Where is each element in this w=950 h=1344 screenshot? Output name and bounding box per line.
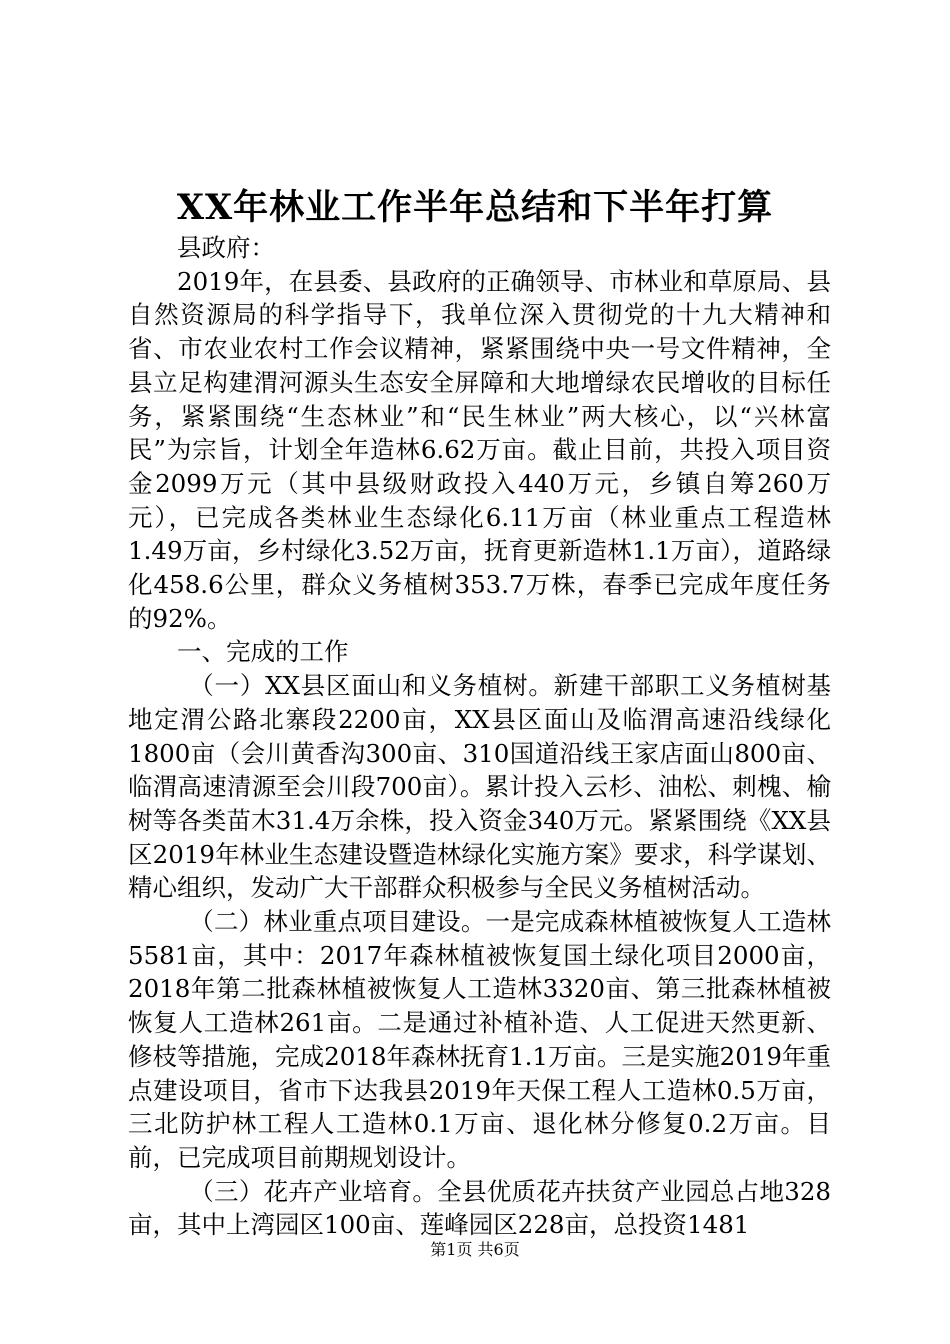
paragraph-section-2: （二）林业重点项目建设。一是完成森林植被恢复人工造林5581亩，其中：2017年森林植被恢复国土绿化项目2000亩，2018年第二批森林植被恢复人工造林3320亩、第三批森林植被恢复人工造林261亩。二是通过补植补造、人工促进天然更新、修枝等措施，完成2018年森林抚育1.1万亩。三是实施2019年重点建设项目，省市下达我县2019年天保工程人工造林0.5万亩，三北防护林工程人工造林0.1万亩、退化林分修复0.2万亩。目前，已完成项目前期规划设计。	[128, 907, 831, 1172]
section-heading-completed-work: 一、完成的工作	[177, 637, 349, 667]
page-footer: 第1页 共6页	[430, 1240, 520, 1259]
salutation: 县政府：	[177, 233, 275, 262]
paragraph-section-3: （三）花卉产业培育。全县优质花卉扶贫产业园总占地328亩，其中上湾园区100亩、莲峰园区228亩，总投资1481	[128, 1176, 831, 1240]
document-title: XX年林业工作半年总结和下半年打算	[176, 187, 774, 228]
paragraph-intro: 2019年，在县委、县政府的正确领导、市林业和草原局、县自然资源局的科学指导下，我单位深入贯彻党的十九大精神和省、市农业农村工作会议精神，紧紧围绕中央一号文件精神，全县立足构建渭河源头生态安全屏障和大地增绿农民增收的目标任务，紧紧围绕“生态林业”和“民生林业”两大核心，以“兴林富民”为宗旨，计划全年造林6.62万亩。截止目前，共投入项目资金2099万元（其中县级财政投入440万元，乡镇自筹260万元），已完成各类林业生态绿化6.11万亩（林业重点工程造林1.49万亩，乡村绿化3.52万亩，抚育更新造林1.1万亩），道路绿化458.6公里，群众义务植树353.7万株，春季已完成年度任务的92%。	[128, 266, 831, 633]
document-body	[128, 231, 831, 1242]
paragraph-section-1: （一）XX县区面山和义务植树。新建干部职工义务植树基地定渭公路北寨段2200亩，XX县区面山及临渭高速沿线绿化1800亩（会川黄香沟300亩、310国道沿线王家店面山800亩、临渭高速清源至会川段700亩）。累计投入云杉、油松、刺槐、榆树等各类苗木31.4万余株，投入资金340万元。紧紧围绕《XX县区2019年林业生态建设暨造林绿化实施方案》要求，科学谋划、精心组织，发动广大干部群众积极参与全民义务植树活动。	[128, 671, 831, 903]
